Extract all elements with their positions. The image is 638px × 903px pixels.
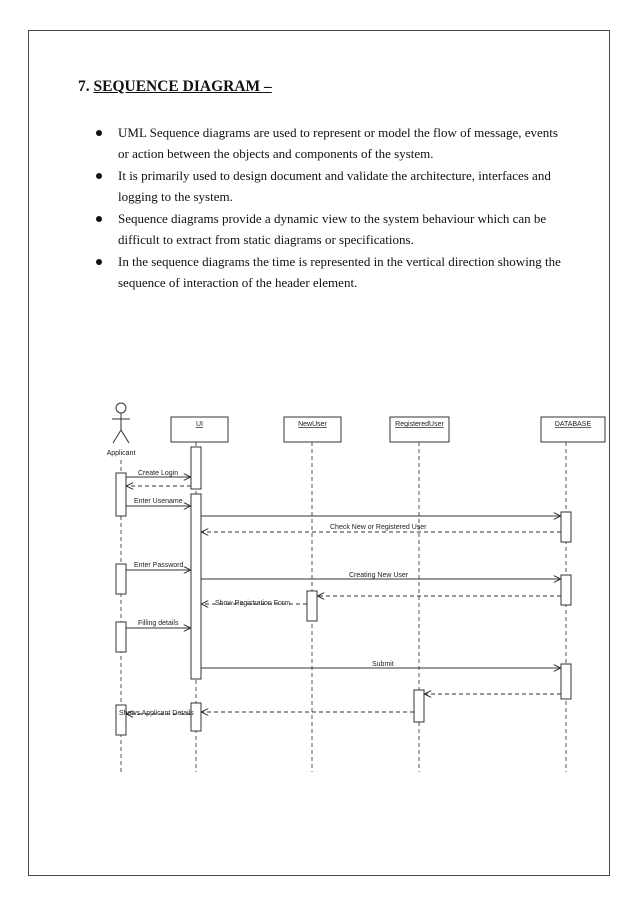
- section-title: SEQUENCE DIAGRAM –: [93, 78, 272, 95]
- section-number: 7.: [78, 78, 90, 95]
- bullet-text: It is primarily used to design document and validate the architecture, interfaces and logging to the system.: [118, 168, 551, 204]
- message-label: Shows Applicant Details: [119, 710, 194, 717]
- lifeline-label-registereduser: RegisteredUser: [395, 421, 444, 428]
- lifeline-lines: [121, 442, 566, 772]
- message-label: Filling details: [138, 620, 179, 627]
- message-label: Submit: [372, 661, 394, 668]
- bullet-text: Sequence diagrams provide a dynamic view to the system behaviour which can be difficult to extract from static diagrams or specifications.: [118, 211, 547, 247]
- lifeline-label-ui: UI: [196, 421, 203, 428]
- actor-applicant: [112, 403, 130, 443]
- actor-label: Applicant: [106, 450, 136, 457]
- lifeline-label-newuser: NewUser: [298, 421, 327, 428]
- bullet-text: UML Sequence diagrams are used to represent or model the flow of message, events or action between the objects and components of the system.: [118, 125, 558, 161]
- message-label: Enter Usename: [134, 498, 183, 505]
- message-label: Create Login: [138, 470, 179, 477]
- bullet-text: In the sequence diagrams the time is represented in the vertical direction showing the sequence of interaction of the header element.: [118, 254, 561, 290]
- activation-bars: [116, 447, 571, 735]
- message-label: Show Registration Form: [215, 600, 291, 607]
- message-label: Check New or Registered User: [330, 524, 427, 531]
- lifeline-label-database: DATABASE: [554, 421, 592, 428]
- message-label: Creating New User: [349, 572, 409, 579]
- message-label: Enter Password: [134, 562, 184, 569]
